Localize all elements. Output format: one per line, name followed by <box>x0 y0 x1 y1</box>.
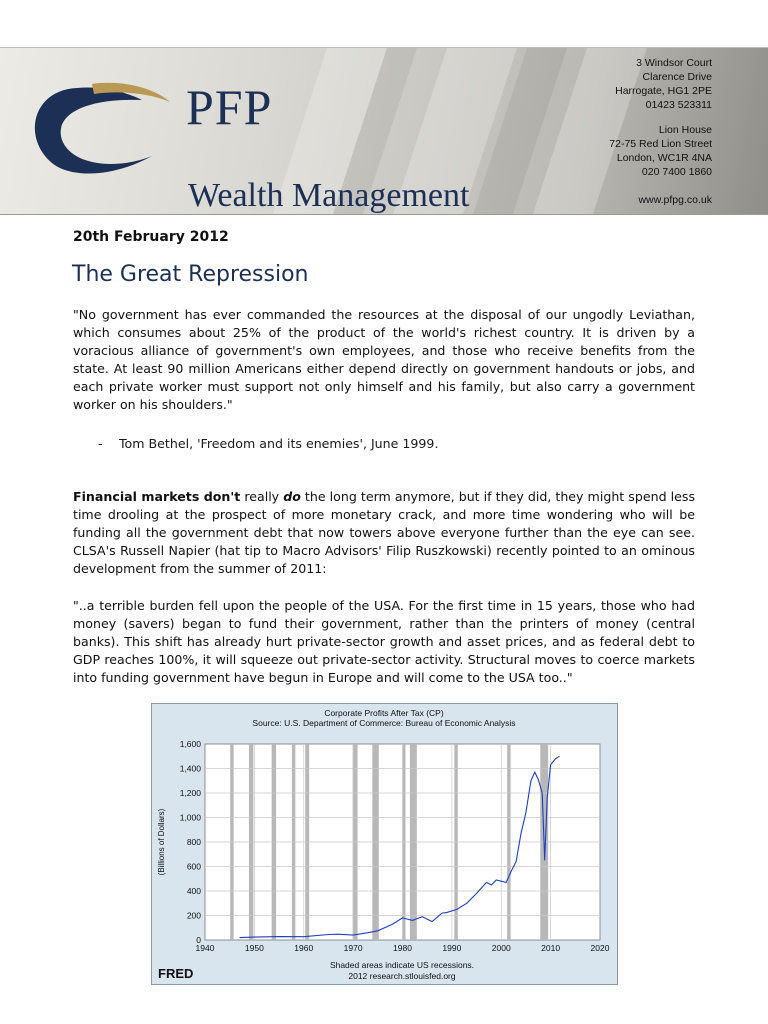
document-date: 20th February 2012 <box>73 229 229 245</box>
address-line: Harrogate, HG1 2PE <box>615 85 712 97</box>
body-paragraph <box>73 488 695 578</box>
y-tick-label: 800 <box>186 837 201 847</box>
profits-chart <box>151 703 618 985</box>
x-tick-label: 1950 <box>244 943 264 953</box>
citation-text: Tom Bethel, 'Freedom and its enemies', June 1999. <box>119 436 439 451</box>
header-banner <box>0 47 768 215</box>
x-tick-label: 1980 <box>393 943 412 953</box>
second-quote: "..a terrible burden fell upon the people of the USA. For the first time in 15 years, those who had money (savers) began to fund their government, rather than the printers of money (central banks). This shift has already hurt private-sector growth and asset prices, and as federal debt to GDP reaches 100%, it will squeeze out private-sector activity. Structural moves to coerce markets into funding government have begun in Europe and will come to the USA too.." <box>73 598 695 685</box>
citation-dash: - <box>98 436 103 451</box>
address-line: Clarence Drive <box>642 71 712 83</box>
brand-name: PFP <box>186 79 273 135</box>
paragraph-text: the long term anymore, but if they did, they might spend less time drooling at the prospect of more monetary crack, and more time wondering who will be funding all the government debt that now towers above everyone further than the eye can see. CLSA's Russell Napier (hat tip to Macro Advisors' Filip Ruszkowski) recently pointed to an ominous development from the summer of 2011: <box>73 489 696 576</box>
address-line: 3 Windsor Court <box>636 57 712 69</box>
address-line: London, WC1R 4NA <box>616 152 712 164</box>
y-tick-label: 1,600 <box>179 739 201 749</box>
address-line: Lion House <box>658 124 712 136</box>
bold-lead: Financial markets don't <box>73 489 241 504</box>
chart-source: 2012 research.stlouisfed.org <box>348 971 456 981</box>
x-tick-label: 2020 <box>590 943 610 953</box>
opening-quote: "No government has ever commanded the resources at the disposal of our ungodly Leviathan, which consumes about 25% of the product of the world's richest country. It is driven by a voracious alliance of government's own employees, and those who receive benefits from the state. At least 90 million Americans either depend directly on government handouts or jobs, and each private worker must support not only himself and his family, but also carry a government worker on his shoulders." <box>73 307 695 412</box>
y-tick-label: 400 <box>186 886 201 896</box>
y-tick-label: 0 <box>196 935 201 945</box>
document-title: The Great Repression <box>72 262 309 287</box>
phone-number: 020 7400 1860 <box>641 166 712 178</box>
x-tick-label: 1940 <box>195 943 215 953</box>
address-line: 72-75 Red Lion Street <box>609 138 712 150</box>
x-tick-label: 2000 <box>491 943 511 953</box>
x-tick-label: 1960 <box>294 943 314 953</box>
emphasis-text: do <box>283 489 301 504</box>
y-tick-label: 1,400 <box>179 763 201 774</box>
address-block-harrogate <box>615 56 712 112</box>
address-block-london <box>609 123 712 179</box>
x-tick-label: 1970 <box>343 943 363 953</box>
y-axis-label: (Billions of Dollars) <box>157 808 166 876</box>
phone-number: 01423 523311 <box>645 99 712 111</box>
website-link[interactable]: www.pfpg.co.uk <box>638 194 712 206</box>
y-tick-label: 1,000 <box>179 812 201 823</box>
fred-logo: FRED <box>158 966 194 981</box>
logo-swoosh-icon <box>22 78 172 188</box>
chart-footnote: Shaded areas indicate US recessions. <box>329 960 475 970</box>
y-tick-label: 200 <box>186 910 201 921</box>
chart-title: Corporate Profits After Tax (CP) <box>324 708 444 718</box>
chart-canvas <box>152 704 617 984</box>
y-tick-label: 600 <box>186 861 201 872</box>
chart-subtitle: Source: U.S. Department of Commerce: Bureau of Economic Analysis <box>252 718 516 728</box>
x-tick-label: 1990 <box>442 943 462 953</box>
brand-subtitle: Wealth Management <box>188 177 470 214</box>
y-tick-label: 1,200 <box>179 788 201 798</box>
x-tick-label: 2010 <box>541 943 561 953</box>
quote-citation <box>98 436 438 451</box>
paragraph-text: really <box>240 489 284 504</box>
